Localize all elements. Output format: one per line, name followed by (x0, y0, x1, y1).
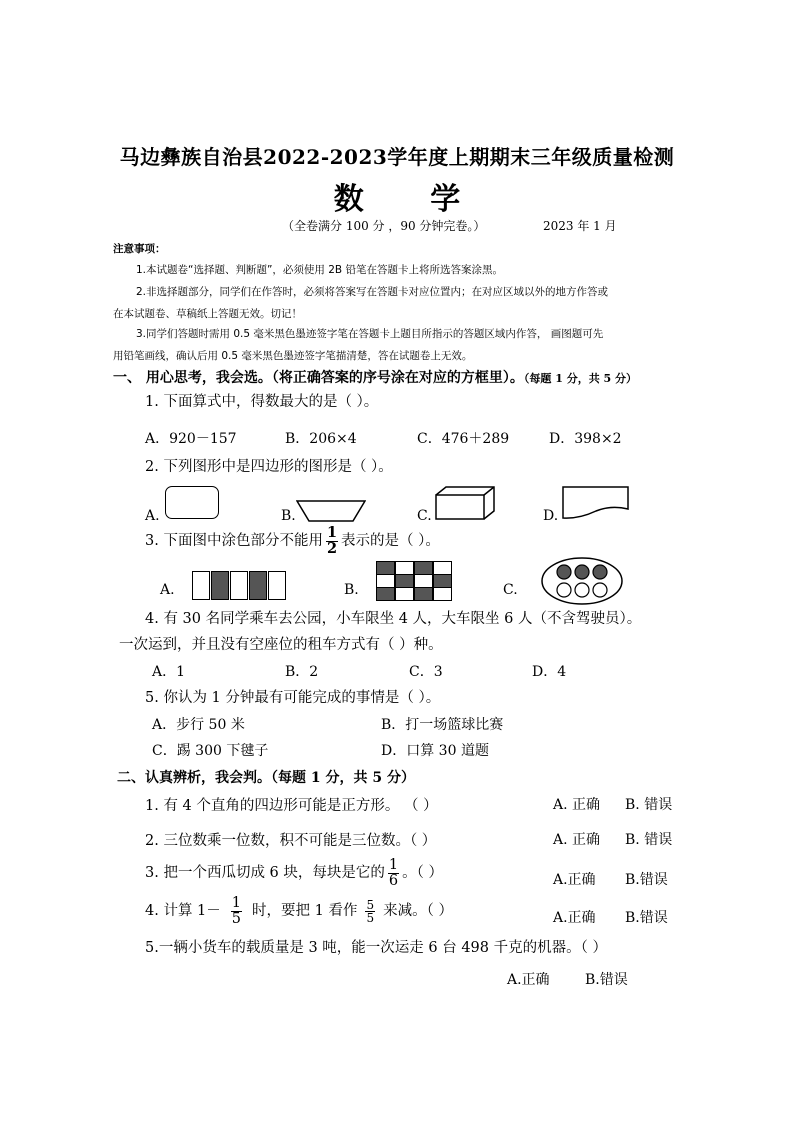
subject-title: 数 学 (333, 182, 489, 217)
s2-q2-stem: 2. 三位数乘一位数，积不可能是三位数。（ ） (145, 833, 437, 849)
s2-q3-option-a[interactable]: A.正确 (553, 872, 596, 888)
s2-q3-option-b[interactable]: B.错误 (625, 872, 668, 888)
exam-title: 马边彝族自治县2022-2023学年度上期期末三年级质量检测 (119, 145, 675, 169)
s1-q5-option-a[interactable]: A．步行 50 米 (152, 717, 245, 733)
s1-q5-option-c[interactable]: C．踢 300 下毽子 (152, 743, 269, 759)
s1-q2-option-c[interactable]: C. (417, 508, 432, 524)
s1-q5-option-d[interactable]: D．口算 30 道题 (381, 743, 489, 759)
exam-date: 2023 年 1 月 (543, 219, 617, 233)
s1-q2-option-d[interactable]: D. (543, 508, 559, 524)
s1-q4-option-c[interactable]: C．3 (409, 664, 443, 680)
s2-q3-stem (145, 858, 443, 888)
s1-q3-option-a[interactable]: A. (160, 582, 175, 598)
s2-q4-stem-post: 来减。（ ） (383, 903, 453, 919)
striped-bar-figure (192, 571, 286, 600)
s1-q1-stem: 1. 下面算式中，得数最大的是（ ）。 (145, 394, 379, 410)
s1-q1-option-d[interactable]: D．398×2 (549, 431, 622, 447)
s2-q5-option-a[interactable]: A.正确 (507, 972, 550, 988)
s2-q5-stem: 5.一辆小货车的载质量是 3 吨，能一次运走 6 台 498 千克的机器。（ ） (145, 940, 607, 956)
s1-q4-stem-line-2: 一次运到，并且没有空座位的租车方式有（ ）种。 (119, 637, 443, 653)
s2-q4-option-a[interactable]: A.正确 (553, 910, 596, 926)
s1-q3-option-c[interactable]: C. (503, 582, 518, 598)
note-3-line-1: 3.同学们答题时需用 0.5 毫米黑色墨迹签字笔在答题卡上题目所指示的答题区域内作答， 画图题可先 (136, 328, 604, 340)
full-marks-note: （全卷满分 100 分 ，90 分钟完卷。） (282, 219, 486, 233)
notes-heading: 注意事项： (113, 243, 166, 255)
s1-q4-option-a[interactable]: A．1 (152, 664, 186, 680)
note-2-line-2: 在本试题卷、草稿纸上答题无效。切记！ (113, 308, 302, 320)
note-3-line-2: 用铅笔画线，确认后用 0.5 毫米黑色墨迹签字笔描清楚，答在试题卷上无效。 (113, 350, 473, 362)
trapezoid-shape (296, 500, 366, 522)
s2-q2-option-b[interactable]: B. 错误 (625, 832, 673, 848)
s2-q5-option-b[interactable]: B.错误 (585, 972, 628, 988)
s1-q4-stem-line-1: 4. 有 30 名同学乘车去公园，小车限坐 4 人，大车限坐 6 人（不含驾驶员）。 (145, 611, 642, 627)
note-2-line-1: 2.非选择题部分，同学们在作答时，必须将答案写在答题卡对应位置内；在对应区域以外的地方作答或 (136, 286, 609, 298)
s1-q1-option-b[interactable]: B．206×4 (285, 431, 357, 447)
s1-q4-option-d[interactable]: D．4 (532, 664, 567, 680)
section-1-title: 一、 用心思考，我会选。（将正确答案的序号涂在对应的方框里）。 (113, 370, 524, 386)
s2-q4-stem (145, 896, 453, 926)
section-2-heading: 二、认真辨析，我会判。（每题 1 分，共 5 分） (117, 770, 415, 786)
rounded-rectangle-shape (165, 486, 219, 519)
s1-q3-stem-pre: 3. 下面图中涂色部分不能用 (145, 533, 323, 549)
one-sixth-fraction: $\frac{1}{6}$ (388, 857, 399, 889)
s2-q2-option-a[interactable]: A. 正确 (553, 832, 601, 848)
s1-q4-option-b[interactable]: B．2 (285, 664, 319, 680)
s2-q4-stem-pre: 4. 计算 1－ (145, 903, 221, 919)
s1-q2-option-b[interactable]: B. (281, 508, 296, 524)
s1-q3-stem (145, 526, 440, 556)
s2-q1-option-a[interactable]: A. 正确 (553, 797, 601, 813)
curved-edge-shape (561, 485, 631, 523)
s2-q3-stem-pre: 3. 把一个西瓜切成 6 块，每块是它的 (145, 865, 385, 881)
s2-q4-option-b[interactable]: B.错误 (625, 910, 668, 926)
circles-in-oval-figure (540, 556, 624, 606)
s2-q1-option-b[interactable]: B. 错误 (625, 797, 673, 813)
s2-q3-stem-post: 。（ ） (402, 865, 443, 881)
section-1-heading (113, 367, 637, 387)
s1-q5-stem: 5. 你认为 1 分钟最有可能完成的事情是（ ）。 (145, 690, 441, 706)
half-fraction: $\frac{1}{2}$ (326, 524, 338, 557)
cuboid-shape (434, 485, 496, 521)
note-1: 1.本试题卷“选择题、判断题”，必须使用 2B 铅笔在答题卡上将所选答案涂黑。 (136, 264, 503, 276)
checkerboard-figure (376, 561, 452, 601)
s1-q5-option-b[interactable]: B．打一场篮球比赛 (381, 717, 504, 733)
one-fifth-fraction: $\frac{1}{5}$ (231, 895, 242, 927)
s1-q2-stem: 2. 下列图形中是四边形的图形是（ ）。 (145, 459, 393, 475)
s2-q1-stem: 1. 有 4 个直角的四边形可能是正方形。 （ ） (145, 798, 438, 814)
s1-q1-option-c[interactable]: C．476＋289 (417, 431, 510, 447)
s1-q1-option-a[interactable]: A．920－157 (145, 431, 237, 447)
five-fifths-fraction: $\frac{5}{5}$ (366, 897, 375, 925)
s1-q3-option-b[interactable]: B. (344, 582, 359, 598)
s1-q3-stem-post: 表示的是（ ）。 (341, 533, 440, 549)
section-1-points: （每题 1 分，共 5 分） (523, 372, 638, 385)
s1-q2-option-a[interactable]: A. (145, 508, 160, 524)
s2-q4-stem-mid: 时，要把 1 看作 (252, 903, 358, 919)
